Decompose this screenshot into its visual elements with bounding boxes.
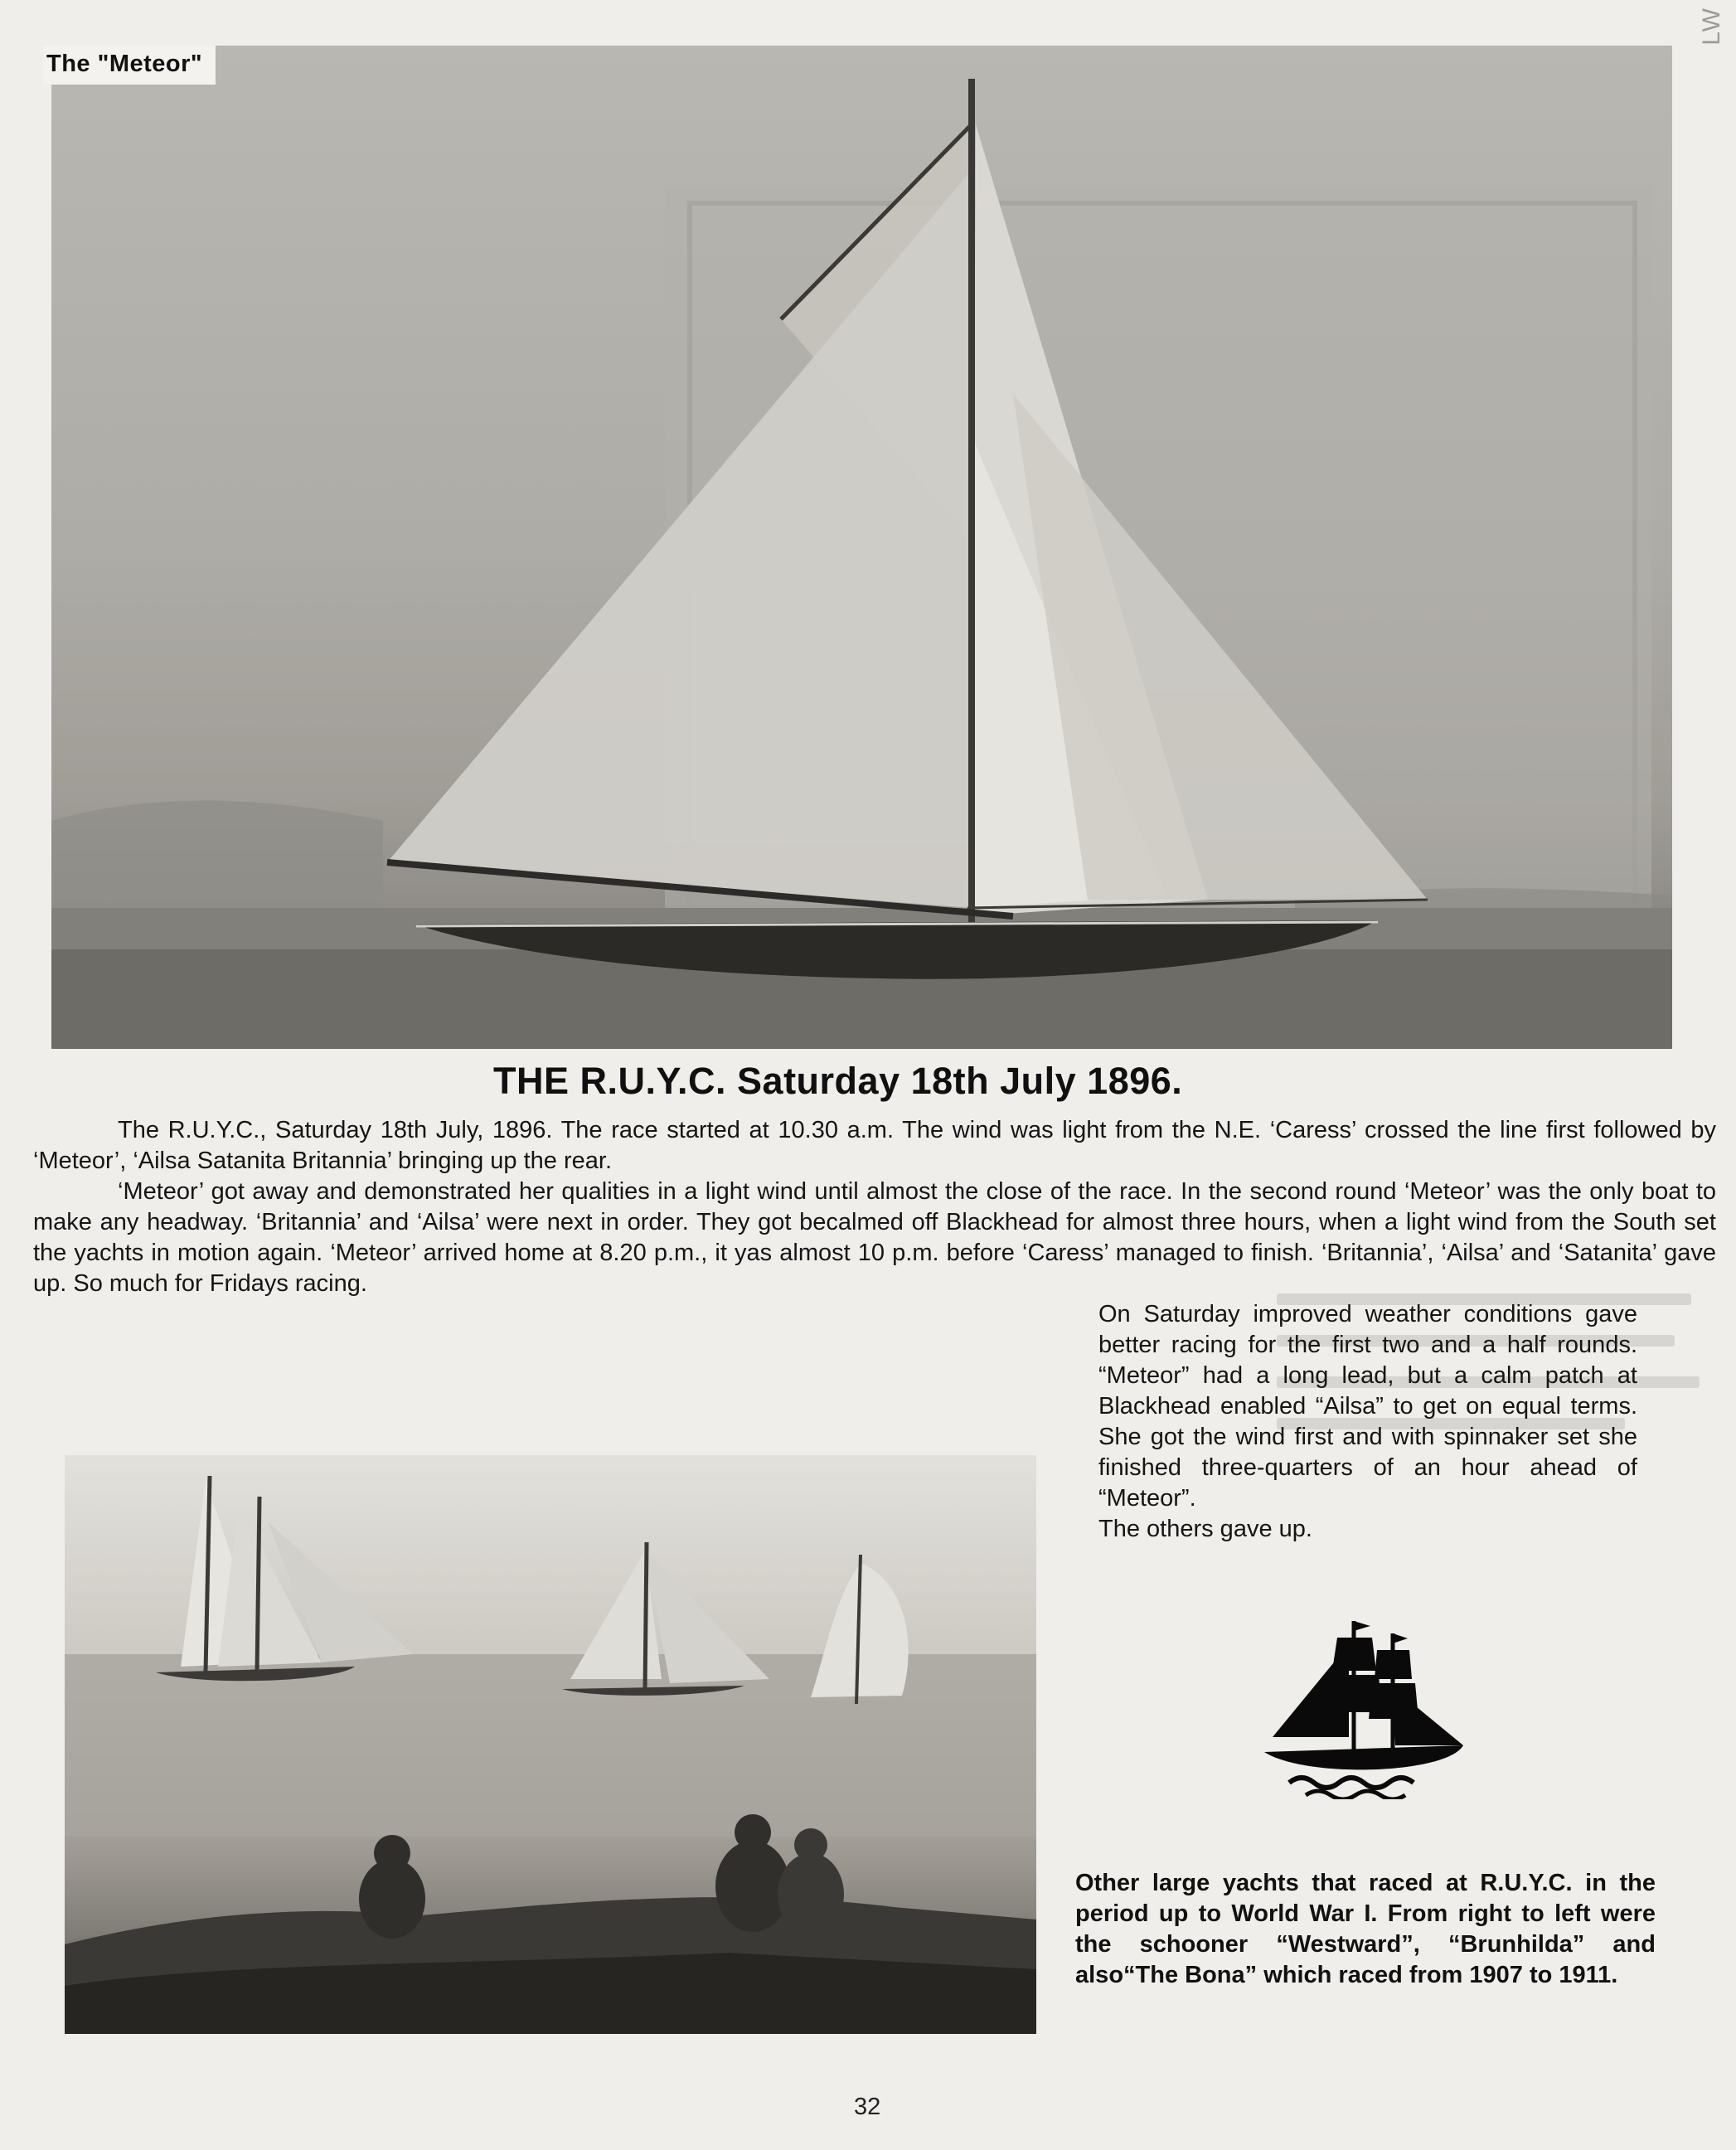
page-number: 32 bbox=[854, 2094, 881, 2120]
saturday-closing-line: The others gave up. bbox=[1098, 1516, 1312, 1542]
saturday-paragraph: On Saturday improved weather conditions gave better racing for the first two and a half rounds. “Meteor” had a long lead, but a calm patch at Blackhead enabled “Ailsa” to get on equal terms. She got the wind first and with spinnaker set she finished three-quarters of an hour ahead of “Meteor”. bbox=[1098, 1301, 1637, 1512]
yachts-racing-illustration bbox=[65, 1455, 1036, 2034]
article-paragraph: The R.U.Y.C., Saturday 18th July, 1896. The race started at 10.30 a.m. The wind was light from the N.E. ‘Caress’ crossed the line first followed by ‘Meteor’, ‘Ailsa Satanita Britannia’ bringing up the rear. bbox=[33, 1117, 1716, 1174]
meteor-yacht-illustration bbox=[51, 46, 1672, 1049]
meteor-photo bbox=[51, 46, 1672, 1049]
saturday-column bbox=[1098, 1299, 1637, 1545]
bottom-photo-caption: Other large yachts that raced at R.U.Y.C. in the period up to World War I. From right to left were the schooner “Westward”, “Brunhilda” and also“The Bona” which raced from 1907 to 1911. bbox=[1075, 1870, 1656, 1988]
article-headline: THE R.U.Y.C. Saturday 18th July 1896. bbox=[493, 1060, 1183, 1102]
side-mark: LW bbox=[1698, 7, 1725, 46]
article-paragraph: ‘Meteor’ got away and demonstrated her qualities in a light wind until almost the close of the race. In the second round ‘Meteor’ was the only boat to make any headway. ‘Britannia’ and ‘Ailsa’ were next in order. They got becalmed off Blackhead for almost three hours, when a light wind from the South set the yachts in motion again. ‘Meteor’ arrived home at 8.20 p.m., it yas almost 10 p.m. before ‘Caress’ managed to finish. ‘Britannia’, ‘Ailsa’ and ‘Satanita’ gave up. So much for Fridays racing. bbox=[33, 1178, 1716, 1297]
sailing-ship-icon bbox=[1256, 1613, 1467, 1799]
yachts-photo bbox=[65, 1455, 1036, 2034]
article-body bbox=[33, 1115, 1716, 1299]
top-photo-caption: The "Meteor" bbox=[43, 46, 216, 85]
